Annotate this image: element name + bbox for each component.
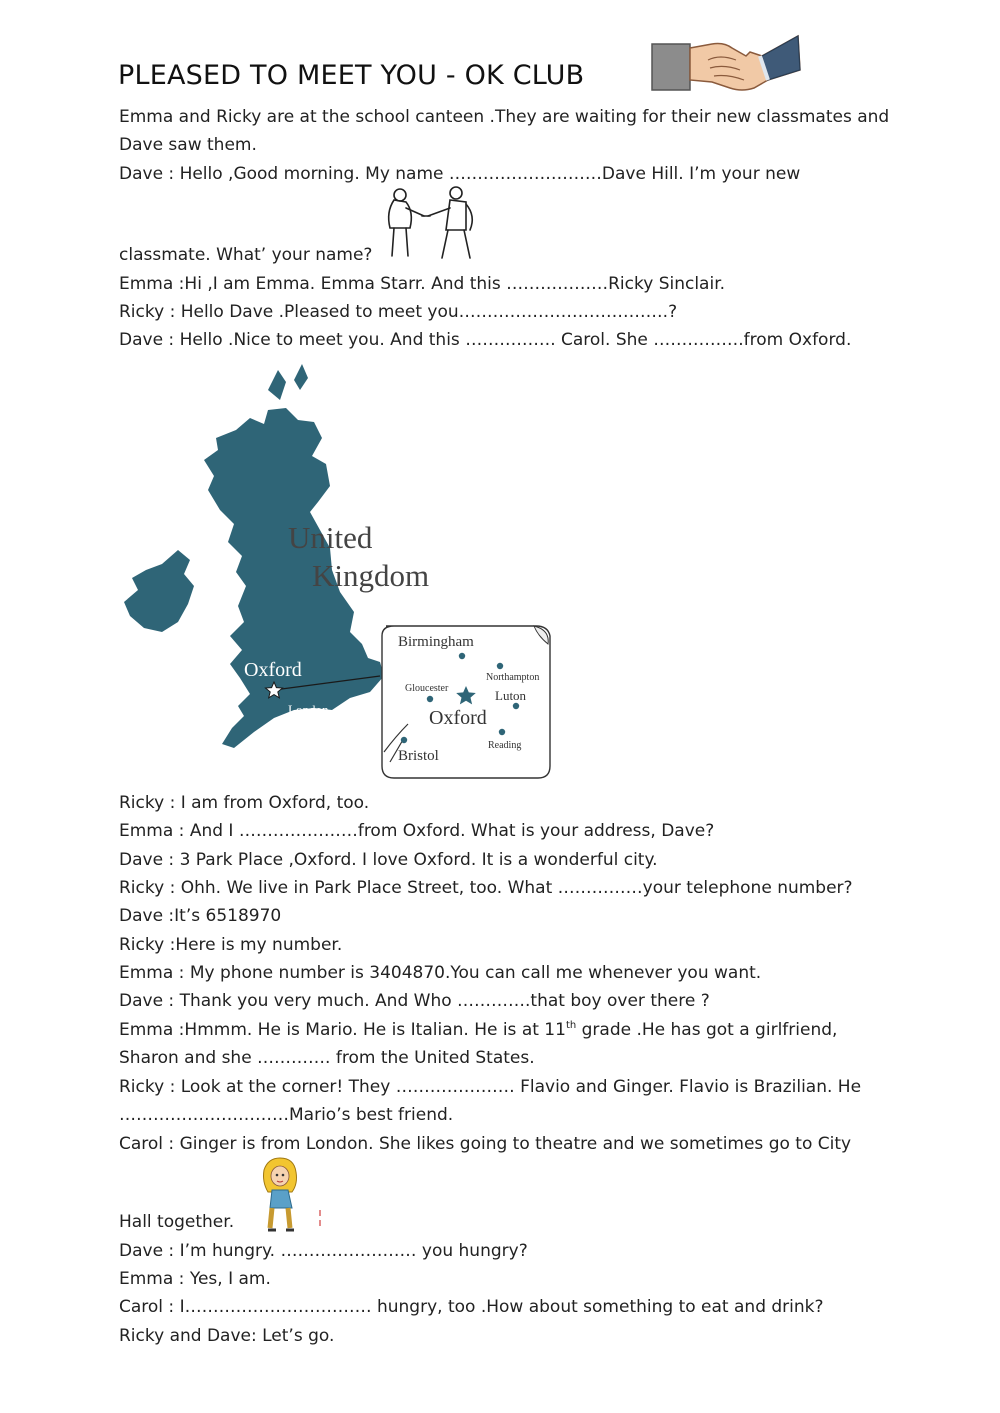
inset-dot-bristol — [401, 737, 407, 743]
greeting-people-icon — [380, 186, 480, 262]
dialogue-line: Dave : Thank you very much. And Who ………….that boy over there ? — [119, 991, 710, 1011]
map-title-line2: Kingdom — [312, 558, 430, 593]
inset-dot-gloucester — [427, 696, 433, 702]
intro-line: Dave saw them. — [119, 135, 257, 155]
page-title: PLEASED TO MEET YOU - OK CLUB — [118, 60, 585, 91]
mario-line-start: Emma :Hmmm. He is Mario. He is Italian. He is at 11 — [119, 1020, 566, 1040]
handshake-icon — [650, 30, 802, 94]
dialogue-line: Emma : And I …………………from Oxford. What is your address, Dave? — [119, 821, 715, 841]
dialogue-line: Dave : I’m hungry. …………………… you hungry? — [119, 1241, 528, 1261]
inset-label-bristol: Bristol — [398, 748, 439, 764]
dialogue-line: Ricky : I am from Oxford, too. — [119, 793, 370, 813]
dialogue-line: Emma :Hi ,I am Emma. Emma Starr. And this ………………Ricky Sinclair. — [119, 274, 726, 294]
dialogue-line: classmate. What’ your name? — [119, 245, 373, 265]
dialogue-line: Carol : Ginger is from London. She likes going to theatre and we sometimes go to City — [119, 1134, 852, 1154]
dialogue-line: Ricky : Look at the corner! They ………………… Flavio and Ginger. Flavio is Brazilian. He — [119, 1077, 862, 1097]
map-ireland — [124, 550, 194, 632]
dialogue-line: Ricky : Hello Dave .Pleased to meet you……………………………….? — [119, 302, 678, 322]
mario-line-end: grade .He has got a girlfriend, — [576, 1020, 838, 1040]
map-islands — [268, 364, 308, 400]
inset-dot-northampton — [497, 663, 503, 669]
dialogue-line: Sharon and she …………. from the United States. — [119, 1048, 535, 1068]
inset-label-luton: Luton — [495, 688, 527, 703]
dialogue-line: Ricky and Dave: Let’s go. — [119, 1326, 335, 1346]
dialogue-line-mario — [119, 1019, 837, 1041]
inset-dot-luton — [513, 703, 519, 709]
dialogue-line: Hall together. — [119, 1212, 235, 1232]
map-title-line1: United — [288, 520, 373, 555]
inset-label-gloucester: Gloucester — [405, 683, 449, 694]
uk-map — [118, 360, 558, 784]
dialogue-line: Dave : Hello ,Good morning. My name ………………………Dave Hill. I’m your new — [119, 164, 801, 184]
intro-line: Emma and Ricky are at the school canteen .They are waiting for their new classmates and — [119, 107, 890, 127]
dialogue-line: Dave :It’s 6518970 — [119, 906, 282, 926]
inset-label-oxford: Oxford — [429, 707, 487, 729]
inset-label-birmingham: Birmingham — [398, 634, 474, 650]
map-label-oxford: Oxford — [244, 659, 302, 681]
dialogue-line: Dave : 3 Park Place ,Oxford. I love Oxford. It is a wonderful city. — [119, 850, 658, 870]
girl-clipart-icon — [258, 1156, 328, 1232]
dialogue-line: Emma : My phone number is 3404870.You can call me whenever you want. — [119, 963, 762, 983]
map-label-london: London — [288, 702, 329, 717]
dialogue-line: Ricky :Here is my number. — [119, 935, 343, 955]
dialogue-line: Dave : Hello .Nice to meet you. And this ……………. Carol. She …………….from Oxford. — [119, 330, 852, 350]
dialogue-line: Ricky : Ohh. We live in Park Place Street, too. What ……………your telephone number? — [119, 878, 853, 898]
inset-dot-birmingham — [459, 653, 465, 659]
dialogue-line: …………………………Mario’s best friend. — [119, 1105, 454, 1125]
dialogue-line: Carol : I…………………………… hungry, too .How about something to eat and drink? — [119, 1297, 824, 1317]
dialogue-line: Emma : Yes, I am. — [119, 1269, 271, 1289]
ordinal-suffix: th — [565, 1020, 577, 1031]
inset-dot-reading — [499, 729, 505, 735]
inset-label-reading: Reading — [488, 740, 522, 751]
inset-label-northampton: Northampton — [486, 672, 540, 683]
